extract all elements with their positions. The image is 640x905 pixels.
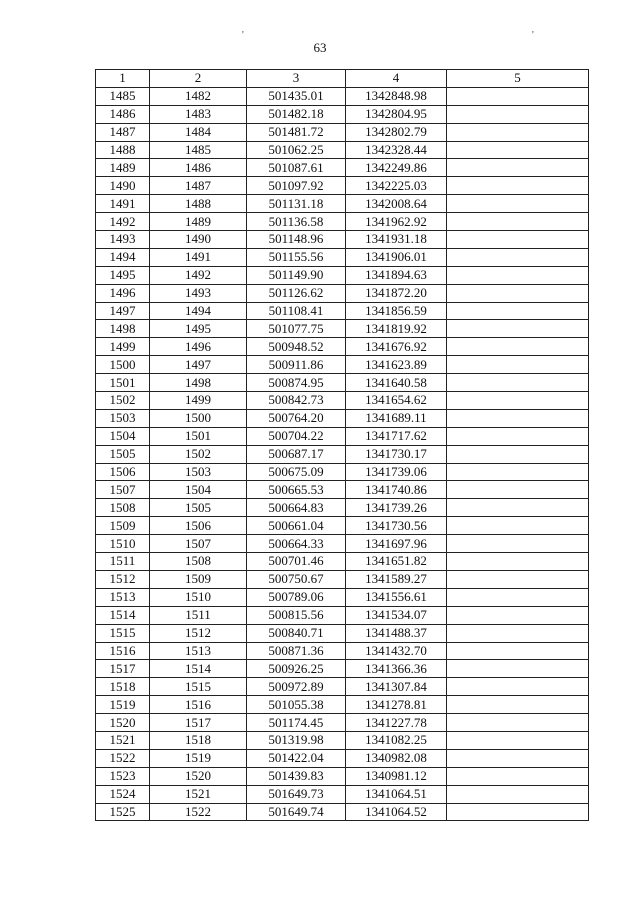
table-cell: 501148.96 xyxy=(247,231,346,249)
table-cell: 1506 xyxy=(150,517,247,535)
table-row xyxy=(96,105,589,123)
table-cell: 1505 xyxy=(150,499,247,517)
table-cell: 1501 xyxy=(150,427,247,445)
table-cell: 1342848.98 xyxy=(346,87,447,105)
table-cell xyxy=(447,749,589,767)
table-cell: 1495 xyxy=(150,320,247,338)
table-cell: 1509 xyxy=(150,570,247,588)
table-cell: 1341654.62 xyxy=(346,392,447,410)
table-cell: 500687.17 xyxy=(247,445,346,463)
table-cell: 1506 xyxy=(96,463,150,481)
table-cell xyxy=(447,320,589,338)
table-cell: 1494 xyxy=(96,248,150,266)
table-cell: 1487 xyxy=(96,123,150,141)
table-row xyxy=(96,356,589,374)
table-cell: 1510 xyxy=(150,588,247,606)
table-cell: 1519 xyxy=(96,696,150,714)
table-cell: 500704.22 xyxy=(247,427,346,445)
table-row xyxy=(96,141,589,159)
table-cell: 1341856.59 xyxy=(346,302,447,320)
table-cell: 1517 xyxy=(96,660,150,678)
table-row xyxy=(96,463,589,481)
table-cell: 1511 xyxy=(150,606,247,624)
table-cell xyxy=(447,499,589,517)
table-cell: 1340981.12 xyxy=(346,767,447,785)
table-row xyxy=(96,123,589,141)
table-cell xyxy=(447,409,589,427)
column-header: 2 xyxy=(150,70,247,88)
table-cell: 500948.52 xyxy=(247,338,346,356)
table-cell: 501482.18 xyxy=(247,105,346,123)
table-cell: 1525 xyxy=(96,803,150,821)
table-cell: 1496 xyxy=(150,338,247,356)
table-cell xyxy=(447,642,589,660)
table-cell: 1490 xyxy=(96,177,150,195)
table-cell: 1509 xyxy=(96,517,150,535)
table-cell: 1486 xyxy=(150,159,247,177)
table-cell: 1341739.06 xyxy=(346,463,447,481)
table-cell xyxy=(447,731,589,749)
table-cell xyxy=(447,624,589,642)
table-cell: 1488 xyxy=(96,141,150,159)
table-cell: 1514 xyxy=(150,660,247,678)
table-cell: 500664.33 xyxy=(247,535,346,553)
table-cell: 1342328.44 xyxy=(346,141,447,159)
table-cell xyxy=(447,302,589,320)
table-cell: 1342008.64 xyxy=(346,195,447,213)
table-cell: 1341962.92 xyxy=(346,213,447,231)
table-cell: 1501 xyxy=(96,374,150,392)
table-cell: 1489 xyxy=(150,213,247,231)
table-cell: 1497 xyxy=(150,356,247,374)
table-cell: 500661.04 xyxy=(247,517,346,535)
table-cell: 1341730.56 xyxy=(346,517,447,535)
table-row xyxy=(96,606,589,624)
table-row xyxy=(96,392,589,410)
table-row xyxy=(96,87,589,105)
scan-mark-right: ' xyxy=(532,30,534,41)
table-row xyxy=(96,535,589,553)
table-row xyxy=(96,409,589,427)
table-cell: 1516 xyxy=(96,642,150,660)
table-cell: 1342804.95 xyxy=(346,105,447,123)
table-cell: 1342802.79 xyxy=(346,123,447,141)
table-cell: 1341556.61 xyxy=(346,588,447,606)
table-cell: 500764.20 xyxy=(247,409,346,427)
table-cell xyxy=(447,356,589,374)
table-cell: 500842.73 xyxy=(247,392,346,410)
table-cell: 1505 xyxy=(96,445,150,463)
table-cell xyxy=(447,463,589,481)
table-cell xyxy=(447,535,589,553)
table-cell: 1485 xyxy=(96,87,150,105)
table-row xyxy=(96,696,589,714)
table-row xyxy=(96,660,589,678)
table-cell: 1508 xyxy=(150,553,247,571)
table-cell: 1341432.70 xyxy=(346,642,447,660)
table-cell: 1493 xyxy=(96,231,150,249)
table-row xyxy=(96,427,589,445)
table-cell: 1341739.26 xyxy=(346,499,447,517)
table-cell: 1341931.18 xyxy=(346,231,447,249)
table-cell: 1341730.17 xyxy=(346,445,447,463)
table-row xyxy=(96,231,589,249)
table-cell: 1487 xyxy=(150,177,247,195)
table-cell: 501062.25 xyxy=(247,141,346,159)
table-cell: 1341534.07 xyxy=(346,606,447,624)
table-cell: 1523 xyxy=(96,767,150,785)
table-cell xyxy=(447,374,589,392)
table-row xyxy=(96,177,589,195)
page-number: 63 xyxy=(313,40,327,55)
table-cell: 1512 xyxy=(150,624,247,642)
table-cell: 1492 xyxy=(96,213,150,231)
table-cell xyxy=(447,105,589,123)
table-cell xyxy=(447,517,589,535)
table-row xyxy=(96,553,589,571)
table-cell: 1488 xyxy=(150,195,247,213)
table-cell: 1502 xyxy=(150,445,247,463)
table-cell: 500665.53 xyxy=(247,481,346,499)
table-cell: 1341676.92 xyxy=(346,338,447,356)
table-cell: 501077.75 xyxy=(247,320,346,338)
table-cell: 1516 xyxy=(150,696,247,714)
table-cell: 1514 xyxy=(96,606,150,624)
table-cell: 1493 xyxy=(150,284,247,302)
table-cell: 1341872.20 xyxy=(346,284,447,302)
table-cell: 1513 xyxy=(96,588,150,606)
table-row xyxy=(96,570,589,588)
table-row xyxy=(96,624,589,642)
table-cell: 1341697.96 xyxy=(346,535,447,553)
table-row xyxy=(96,767,589,785)
table-cell: 1503 xyxy=(150,463,247,481)
table-cell: 500750.67 xyxy=(247,570,346,588)
table-row xyxy=(96,248,589,266)
table-cell: 1483 xyxy=(150,105,247,123)
table-cell: 501087.61 xyxy=(247,159,346,177)
table-row xyxy=(96,320,589,338)
table-cell: 501649.73 xyxy=(247,785,346,803)
table-cell: 1495 xyxy=(96,266,150,284)
table-row xyxy=(96,642,589,660)
table-cell xyxy=(447,570,589,588)
table-cell: 501174.45 xyxy=(247,714,346,732)
table-cell: 501439.83 xyxy=(247,767,346,785)
table-cell: 1494 xyxy=(150,302,247,320)
table-cell: 500926.25 xyxy=(247,660,346,678)
table-cell xyxy=(447,714,589,732)
table-cell: 500701.46 xyxy=(247,553,346,571)
table-cell: 501108.41 xyxy=(247,302,346,320)
table-row xyxy=(96,731,589,749)
table-cell: 500815.56 xyxy=(247,606,346,624)
table-cell: 500874.95 xyxy=(247,374,346,392)
table-cell: 1518 xyxy=(96,678,150,696)
table-cell: 1508 xyxy=(96,499,150,517)
table-cell xyxy=(447,785,589,803)
table-cell: 1507 xyxy=(150,535,247,553)
table-row xyxy=(96,338,589,356)
table-cell: 1342225.03 xyxy=(346,177,447,195)
table-cell: 501136.58 xyxy=(247,213,346,231)
table-cell xyxy=(447,678,589,696)
table-cell xyxy=(447,767,589,785)
column-header: 5 xyxy=(447,70,589,88)
table-cell: 500664.83 xyxy=(247,499,346,517)
table-cell: 1485 xyxy=(150,141,247,159)
table-cell: 1500 xyxy=(96,356,150,374)
table-cell xyxy=(447,248,589,266)
table-row xyxy=(96,302,589,320)
table-cell: 1511 xyxy=(96,553,150,571)
table-cell: 1482 xyxy=(150,87,247,105)
table-cell: 1498 xyxy=(96,320,150,338)
table-cell xyxy=(447,159,589,177)
table-cell: 501422.04 xyxy=(247,749,346,767)
table-cell: 1524 xyxy=(96,785,150,803)
table-cell: 501131.18 xyxy=(247,195,346,213)
table-row xyxy=(96,714,589,732)
table-cell: 501055.38 xyxy=(247,696,346,714)
table-cell: 1521 xyxy=(96,731,150,749)
table-cell: 500675.09 xyxy=(247,463,346,481)
column-header: 3 xyxy=(247,70,346,88)
table-cell: 1502 xyxy=(96,392,150,410)
coordinates-table xyxy=(95,69,589,821)
table-row xyxy=(96,517,589,535)
table-cell: 1341278.81 xyxy=(346,696,447,714)
table-cell: 1490 xyxy=(150,231,247,249)
table-cell xyxy=(447,588,589,606)
table-row xyxy=(96,266,589,284)
table-row xyxy=(96,499,589,517)
table-row xyxy=(96,284,589,302)
table-cell: 1517 xyxy=(150,714,247,732)
table-cell: 1341717.62 xyxy=(346,427,447,445)
table-row xyxy=(96,785,589,803)
table-cell xyxy=(447,284,589,302)
table-cell: 1497 xyxy=(96,302,150,320)
table-cell: 1340982.08 xyxy=(346,749,447,767)
table-cell: 1484 xyxy=(150,123,247,141)
table-row xyxy=(96,445,589,463)
table-cell: 1341366.36 xyxy=(346,660,447,678)
table-cell xyxy=(447,392,589,410)
table-cell xyxy=(447,141,589,159)
scan-mark-left: ' xyxy=(242,30,244,41)
table-cell: 1341488.37 xyxy=(346,624,447,642)
table-cell xyxy=(447,445,589,463)
table-cell xyxy=(447,177,589,195)
table-cell: 501155.56 xyxy=(247,248,346,266)
table-cell: 1520 xyxy=(150,767,247,785)
table-cell: 1341623.89 xyxy=(346,356,447,374)
table-cell: 1341640.58 xyxy=(346,374,447,392)
table-cell: 1341082.25 xyxy=(346,731,447,749)
table-row xyxy=(96,678,589,696)
column-header: 1 xyxy=(96,70,150,88)
table-body xyxy=(96,87,589,821)
table-header-row xyxy=(96,70,589,88)
table-cell: 1486 xyxy=(96,105,150,123)
table-cell: 1341589.27 xyxy=(346,570,447,588)
table-cell: 1518 xyxy=(150,731,247,749)
table-cell: 501435.01 xyxy=(247,87,346,105)
table-cell: 1522 xyxy=(96,749,150,767)
table-cell: 500871.36 xyxy=(247,642,346,660)
table-row xyxy=(96,159,589,177)
table-cell: 501319.98 xyxy=(247,731,346,749)
table-row xyxy=(96,374,589,392)
table-cell: 1489 xyxy=(96,159,150,177)
table-cell xyxy=(447,213,589,231)
table-cell: 1341064.52 xyxy=(346,803,447,821)
table-cell: 1504 xyxy=(150,481,247,499)
table-cell: 1341894.63 xyxy=(346,266,447,284)
table-cell xyxy=(447,427,589,445)
table-cell: 1341906.01 xyxy=(346,248,447,266)
table-cell: 1513 xyxy=(150,642,247,660)
table-cell: 1499 xyxy=(96,338,150,356)
table-cell: 1520 xyxy=(96,714,150,732)
table-cell: 1491 xyxy=(150,248,247,266)
table-cell: 1341307.84 xyxy=(346,678,447,696)
table-cell xyxy=(447,803,589,821)
table-cell xyxy=(447,606,589,624)
table-cell: 1512 xyxy=(96,570,150,588)
table-cell: 1498 xyxy=(150,374,247,392)
table-cell: 1503 xyxy=(96,409,150,427)
table-cell xyxy=(447,338,589,356)
table-cell xyxy=(447,696,589,714)
table-row xyxy=(96,195,589,213)
table-cell: 500789.06 xyxy=(247,588,346,606)
table-cell xyxy=(447,123,589,141)
table-cell: 1342249.86 xyxy=(346,159,447,177)
table-cell xyxy=(447,231,589,249)
table-cell: 1507 xyxy=(96,481,150,499)
table-row xyxy=(96,803,589,821)
table-cell: 1341819.92 xyxy=(346,320,447,338)
table-cell: 500972.89 xyxy=(247,678,346,696)
table-cell: 1510 xyxy=(96,535,150,553)
table-row xyxy=(96,481,589,499)
table-cell xyxy=(447,266,589,284)
table-row xyxy=(96,588,589,606)
table-cell: 1521 xyxy=(150,785,247,803)
table-cell: 1341689.11 xyxy=(346,409,447,427)
table-cell: 1500 xyxy=(150,409,247,427)
table-cell: 1519 xyxy=(150,749,247,767)
table-cell: 1499 xyxy=(150,392,247,410)
table-cell xyxy=(447,660,589,678)
table-cell: 501149.90 xyxy=(247,266,346,284)
table-cell: 500840.71 xyxy=(247,624,346,642)
table-cell: 1341227.78 xyxy=(346,714,447,732)
table-row xyxy=(96,213,589,231)
table-cell: 1491 xyxy=(96,195,150,213)
table-cell: 1515 xyxy=(96,624,150,642)
column-header: 4 xyxy=(346,70,447,88)
table-cell: 1492 xyxy=(150,266,247,284)
table-cell: 1341651.82 xyxy=(346,553,447,571)
table-cell: 501097.92 xyxy=(247,177,346,195)
table-cell xyxy=(447,195,589,213)
table-cell: 1522 xyxy=(150,803,247,821)
table-cell: 500911.86 xyxy=(247,356,346,374)
table-cell xyxy=(447,87,589,105)
table-cell xyxy=(447,553,589,571)
table-cell: 1341740.86 xyxy=(346,481,447,499)
table-cell: 1515 xyxy=(150,678,247,696)
table-cell: 501126.62 xyxy=(247,284,346,302)
table-cell: 1504 xyxy=(96,427,150,445)
table-cell: 501649.74 xyxy=(247,803,346,821)
table-cell: 1496 xyxy=(96,284,150,302)
table-cell: 1341064.51 xyxy=(346,785,447,803)
table-cell xyxy=(447,481,589,499)
table-row xyxy=(96,749,589,767)
table-cell: 501481.72 xyxy=(247,123,346,141)
